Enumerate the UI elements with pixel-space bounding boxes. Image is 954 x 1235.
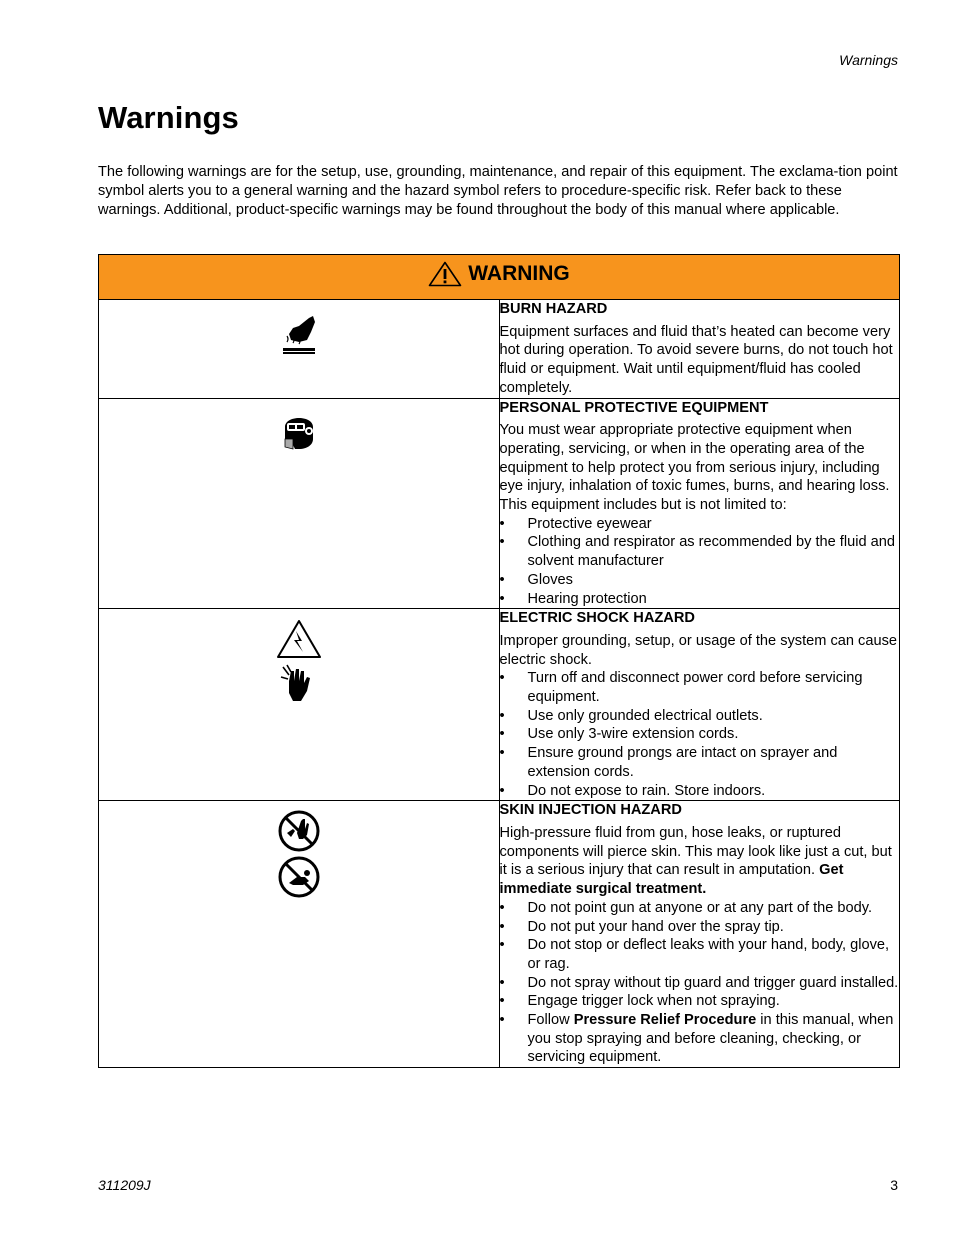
warning-table	[98, 254, 900, 1068]
warning-banner	[99, 255, 900, 300]
list-item: • Do not expose to rain. Store indoors.	[500, 782, 900, 801]
list-item: • Do not stop or deflect leaks with your hand, body, glove, or rag.	[500, 936, 900, 973]
list-item	[500, 1011, 900, 1067]
hazard-body: Improper grounding, setup, or usage of the system can cause electric shock.	[499, 632, 898, 668]
document-number: 311209J	[98, 1177, 151, 1193]
list-item: • Use only grounded electrical outlets.	[500, 707, 900, 726]
list-item: • Do not point gun at anyone or at any part of the body.	[500, 899, 900, 918]
hazard-row-electric	[99, 609, 900, 801]
hazard-body-text: High-pressure fluid from gun, hose leaks, or ruptured components will pierce skin. This may look like just a cut, but it is a serious injury that can result in amputation.	[499, 824, 892, 879]
page-number: 3	[890, 1177, 898, 1193]
no-hand-spray-icon	[277, 809, 321, 853]
list-item: • Clothing and respirator as recommended by the fluid and solvent manufacturer	[500, 533, 900, 570]
running-header: Warnings	[839, 52, 898, 68]
hazard-bullet-list	[500, 669, 900, 800]
hazard-title: SKIN INJECTION HAZARD	[499, 802, 682, 819]
hot-surface-hand-icon	[279, 312, 319, 358]
shock-hand-icon	[279, 663, 319, 705]
hazard-body: Equipment surfaces and fluid that’s heated can become very hot during operation. To avoid severe burns, do not touch hot fluid or equipment. Wait until equipment/fluid has cooled completely.	[499, 323, 893, 396]
list-item-text: in this manual, when you stop spraying and before cleaning, checking, or servicing equipment.	[527, 1012, 894, 1066]
hazard-body-emphasis: Get immediate surgical treatment.	[499, 862, 844, 898]
page-title: Warnings	[98, 100, 239, 135]
hazard-body	[500, 824, 900, 899]
list-item: • Do not spray without tip guard and trigger guard installed.	[500, 974, 900, 993]
list-item: • Engage trigger lock when not spraying.	[500, 992, 900, 1011]
list-item: • Hearing protection	[500, 590, 900, 609]
intro-paragraph: The following warnings are for the setup, use, grounding, maintenance, and repair of this equipment. The exclama-tion point symbol alerts you to a general warning and the hazard symbol refers to procedure-specific risk. Refer back to these warnings. Additional, product-specific warnings may be found throughout the body of this manual where applicable.	[98, 164, 898, 218]
hazard-bullet-list	[500, 515, 900, 609]
hazard-title: PERSONAL PROTECTIVE EQUIPMENT	[499, 399, 769, 416]
hazard-bullet-list	[500, 899, 900, 1067]
lightning-triangle-icon	[276, 619, 322, 659]
list-item: • Protective eyewear	[500, 515, 900, 534]
list-item: • Ensure ground prongs are intact on sprayer and extension cords.	[500, 744, 900, 781]
list-item-text: Follow	[527, 1012, 574, 1029]
list-item: • Turn off and disconnect power cord before servicing equipment.	[500, 669, 900, 706]
hazard-row-burn	[99, 300, 900, 399]
hazard-row-skin-injection	[99, 801, 900, 1068]
warning-banner-label: WARNING	[468, 262, 570, 285]
list-item: • Do not put your hand over the spray tip.	[500, 918, 900, 937]
no-body-spray-icon	[277, 855, 321, 899]
list-item: • Use only 3-wire extension cords.	[500, 725, 900, 744]
hazard-row-ppe	[99, 398, 900, 609]
procedure-reference: Pressure Relief Procedure	[573, 1012, 757, 1029]
hazard-body: You must wear appropriate protective equipment when operating, servicing, or when in the operating area of the equipment to help protect you from serious injury, including eye injury, inhalation of toxic fumes, burns, and hearing loss. This equipment includes but is not limited to:	[499, 422, 890, 514]
hazard-title: ELECTRIC SHOCK HAZARD	[499, 610, 695, 627]
hazard-title: BURN HAZARD	[499, 301, 608, 317]
list-item: • Gloves	[500, 571, 900, 590]
protective-gear-head-icon	[279, 409, 319, 453]
exclamation-triangle-icon	[428, 261, 462, 287]
